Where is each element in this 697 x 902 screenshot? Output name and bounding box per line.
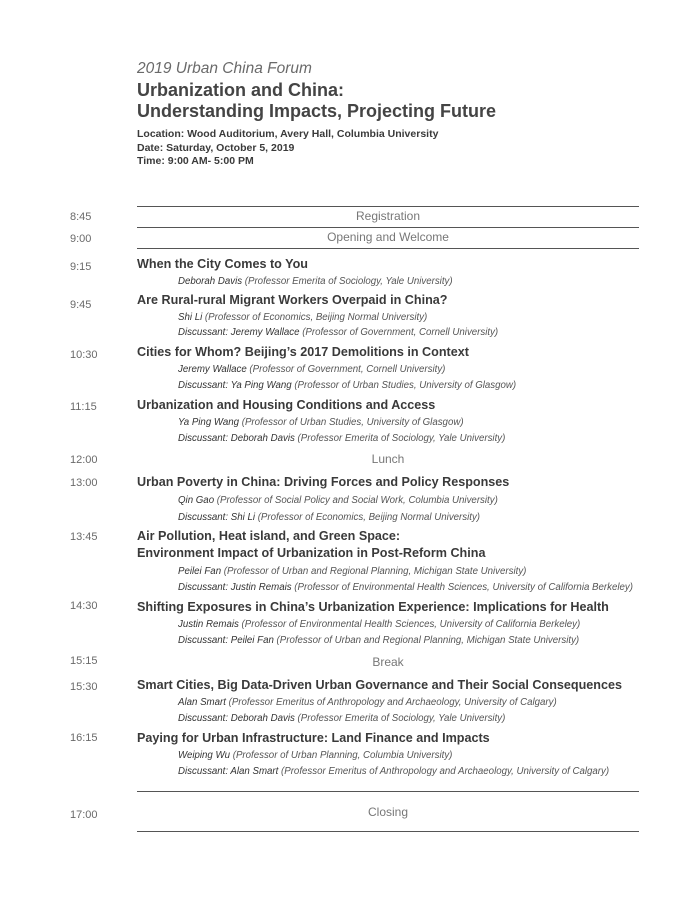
speaker-name: Peilei Fan: [178, 566, 222, 577]
date: Date: Saturday, October 5, 2019: [137, 141, 295, 154]
lunch-label: Lunch: [371, 452, 405, 466]
divider: [137, 248, 639, 249]
speaker-name: Justin Remais: [178, 619, 239, 630]
document-header: [137, 58, 657, 169]
discussant-name: Discussant: Ya Ping Wang: [178, 380, 292, 391]
speaker-name: Qin Gao: [178, 495, 215, 506]
time-session-3: 10:30: [70, 349, 98, 361]
speaker-affiliation: (Professor Emerita of Sociology, Yale University): [242, 276, 453, 287]
discussant-affiliation: (Professor Emerita of Sociology, Yale University): [294, 713, 506, 724]
discussant-affiliation: (Professor of Economics, Beijing Normal University): [255, 512, 481, 523]
speaker-line: [178, 565, 526, 578]
location: Location: Wood Auditorium, Avery Hall, Columbia University: [137, 128, 439, 140]
speaker-affiliation: (Professor of Government, Cornell University): [246, 364, 446, 375]
time-registration: 8:45: [70, 211, 92, 223]
discussant-affiliation: (Professor of Urban and Regional Planning, Michigan State University): [273, 635, 580, 646]
speaker-affiliation: (Professor of Economics, Beijing Normal University): [202, 312, 428, 323]
time-session-4: 11:15: [70, 401, 97, 413]
discussant-line: [178, 712, 505, 725]
speaker-name: Deborah Davis: [178, 276, 243, 287]
speaker-line: [178, 618, 580, 631]
speaker-line: [178, 494, 498, 507]
time-break: 15:15: [70, 655, 98, 667]
discussant-affiliation: (Professor of Urban Studies, University of Glasgow): [291, 380, 517, 391]
session-title: Shifting Exposures in China’s Urbanization Experience: Implications for Health: [137, 600, 609, 614]
title-line-2: Understanding Impacts, Projecting Future: [137, 101, 497, 121]
time-session-8: 15:30: [70, 681, 98, 693]
discussant-line: [178, 634, 579, 647]
discussant-affiliation: (Professor Emerita of Sociology, Yale University): [294, 433, 506, 444]
session-title: Urban Poverty in China: Driving Forces and Policy Responses: [137, 475, 510, 489]
discussant-line: [178, 379, 516, 392]
session-title-line-1: Air Pollution, Heat island, and Green Space:: [137, 529, 401, 543]
break-label: Break: [372, 655, 404, 669]
session-title: Are Rural-rural Migrant Workers Overpaid in China?: [137, 293, 448, 307]
discussant-name: Discussant: Jeremy Wallace: [178, 327, 300, 338]
speaker-line: [178, 275, 453, 288]
speaker-name: Shi Li: [178, 312, 203, 323]
speaker-affiliation: (Professor of Urban Planning, Columbia University): [230, 750, 453, 761]
title-line-1: Urbanization and China:: [137, 80, 344, 100]
discussant-line: [178, 511, 480, 524]
time-session-9: 16:15: [70, 732, 98, 744]
speaker-line: [178, 416, 464, 429]
speaker-affiliation: (Professor of Environmental Health Sciences, University of California Berkeley): [238, 619, 581, 630]
speaker-line: [178, 749, 452, 762]
closing-label: Closing: [367, 805, 409, 819]
speaker-line: [178, 311, 427, 324]
time-session-6: 13:45: [70, 531, 98, 543]
registration-label: Registration: [355, 209, 421, 223]
forum-name: 2019 Urban China Forum: [137, 60, 312, 77]
session-title: Paying for Urban Infrastructure: Land Finance and Impacts: [137, 731, 490, 745]
divider: [137, 791, 639, 792]
speaker-name: Jeremy Wallace: [178, 364, 247, 375]
divider: [137, 831, 639, 832]
discussant-name: Discussant: Deborah Davis: [178, 713, 295, 724]
speaker-affiliation: (Professor of Social Policy and Social Work, Columbia University): [214, 495, 498, 506]
opening-label: Opening and Welcome: [327, 230, 449, 244]
session-title: Cities for Whom? Beijing’s 2017 Demolitions in Context: [137, 345, 469, 359]
time-session-7: 14:30: [70, 600, 98, 612]
session-title: Smart Cities, Big Data-Driven Urban Governance and Their Social Consequences: [137, 678, 622, 692]
time-opening: 9:00: [70, 233, 92, 245]
discussant-line: [178, 326, 498, 339]
speaker-name: Ya Ping Wang: [178, 417, 240, 428]
discussant-affiliation: (Professor Emeritus of Anthropology and Archaeology, University of Calgary): [278, 766, 610, 777]
speaker-affiliation: (Professor of Urban Studies, University of Glasgow): [239, 417, 464, 428]
session-title: When the City Comes to You: [137, 257, 308, 271]
time-lunch: 12:00: [70, 454, 98, 466]
speaker-name: Alan Smart: [178, 697, 226, 708]
discussant-name: Discussant: Peilei Fan: [178, 635, 274, 646]
discussant-name: Discussant: Shi Li: [178, 512, 255, 523]
speaker-line: [178, 696, 557, 709]
time-session-1: 9:15: [70, 261, 92, 273]
speaker-affiliation: (Professor Emeritus of Anthropology and Archaeology, University of Calgary): [225, 697, 557, 708]
time-session-2: 9:45: [70, 299, 92, 311]
speaker-affiliation: (Professor of Urban and Regional Planning, Michigan State University): [221, 566, 527, 577]
time-session-5: 13:00: [70, 477, 98, 489]
discussant-line: [178, 765, 609, 778]
discussant-line: [178, 581, 633, 594]
session-title-line-2: Environment Impact of Urbanization in Post-Reform China: [137, 546, 486, 560]
discussant-affiliation: (Professor of Government, Cornell University): [299, 327, 499, 338]
session-title: Urbanization and Housing Conditions and Access: [137, 398, 436, 412]
discussant-name: Discussant: Alan Smart: [178, 766, 279, 777]
speaker-line: [178, 363, 445, 376]
divider: [137, 227, 639, 228]
discussant-affiliation: (Professor of Environmental Health Sciences, University of California Berkeley): [291, 582, 633, 593]
time-range: Time: 9:00 AM- 5:00 PM: [137, 155, 254, 167]
divider: [137, 206, 639, 207]
speaker-name: Weiping Wu: [178, 750, 231, 761]
discussant-line: [178, 432, 505, 445]
discussant-name: Discussant: Deborah Davis: [178, 433, 295, 444]
discussant-name: Discussant: Justin Remais: [178, 582, 292, 593]
time-closing: 17:00: [70, 809, 98, 821]
